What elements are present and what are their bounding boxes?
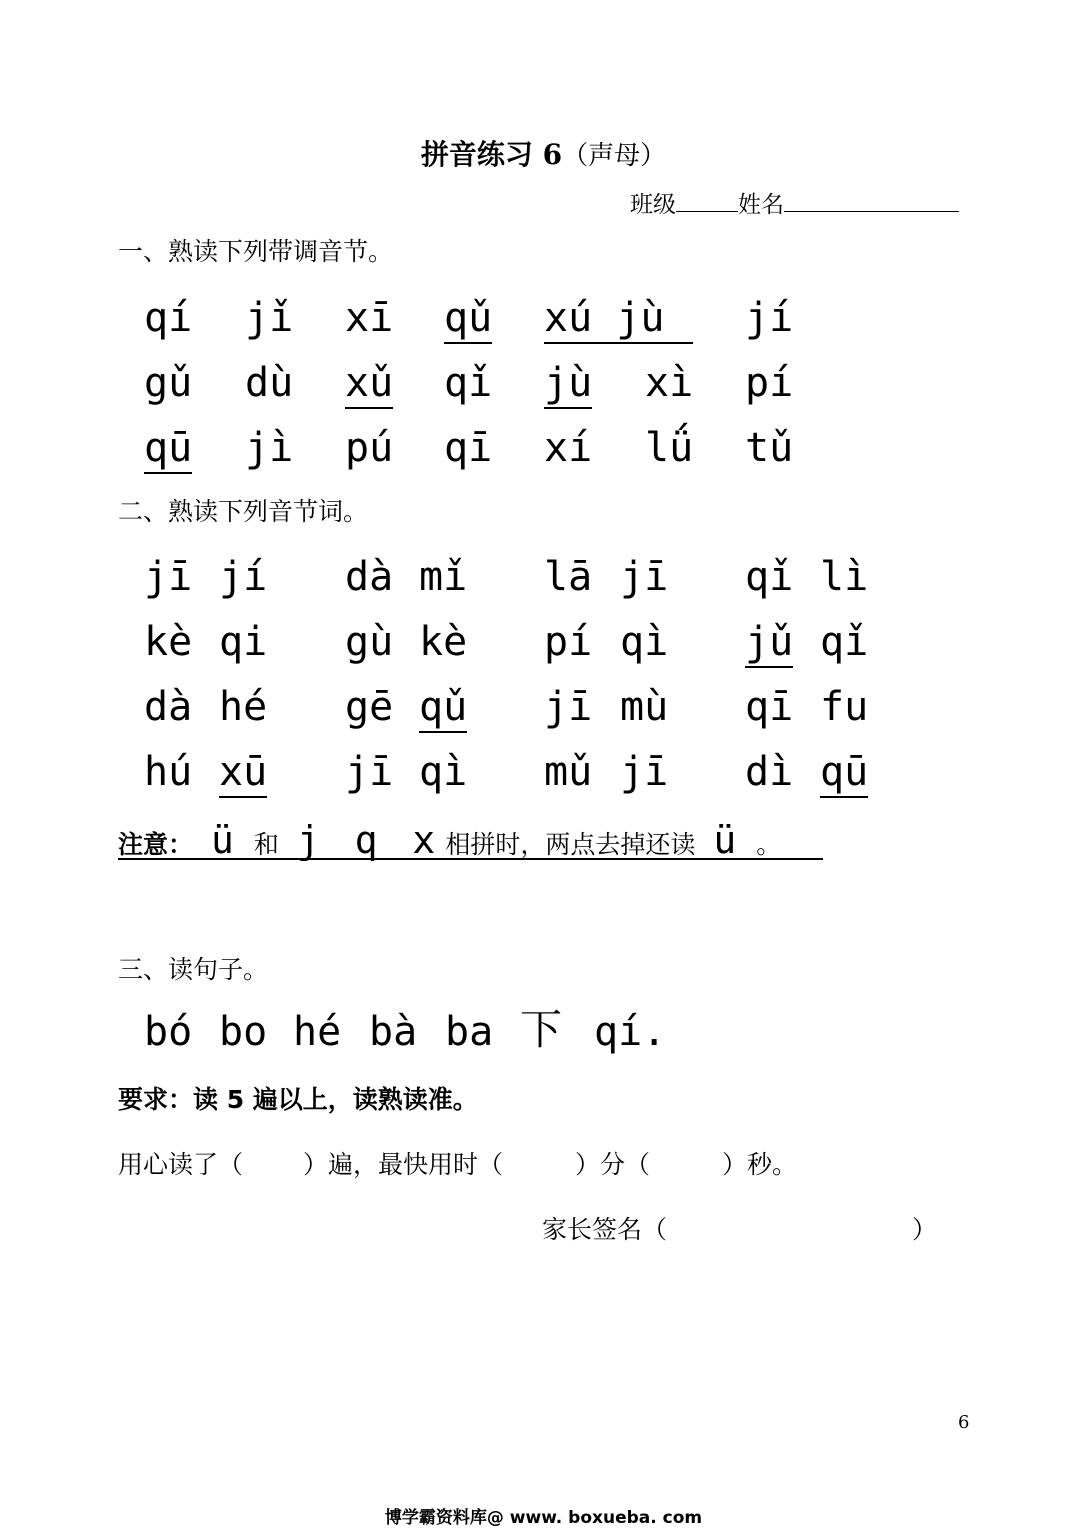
syllable: jǐ xyxy=(245,295,294,341)
syllable: xī xyxy=(345,295,394,341)
class-name-line xyxy=(630,186,959,219)
syllable: pí xyxy=(745,360,794,406)
parent-sign-label: 家长签名（ xyxy=(542,1215,668,1244)
parent-signature xyxy=(542,1210,937,1246)
word-syllable: pí xyxy=(544,619,593,665)
title-sub: （声母） xyxy=(562,141,667,171)
word-syllable: jī xyxy=(620,749,669,795)
word-syllable: mǔ xyxy=(544,749,593,795)
syllable: xí xyxy=(544,425,593,471)
sentence-word: hé xyxy=(293,1009,342,1055)
word-syllable: qǐ xyxy=(820,619,869,665)
title-main: 拼音练习 6 xyxy=(420,138,563,171)
syllable: xì xyxy=(645,360,694,406)
word-syllable: dà xyxy=(144,684,193,730)
word-syllable: mù xyxy=(620,684,669,730)
word-syllable: jī xyxy=(544,684,593,730)
word-syllable: lā xyxy=(544,554,593,600)
page-title xyxy=(0,133,1087,173)
note-end: 。 xyxy=(756,830,782,859)
word-syllable: dà xyxy=(345,554,394,600)
page-number: 6 xyxy=(958,1412,970,1433)
syllable: gǔ xyxy=(144,360,193,406)
word-syllable: qì xyxy=(620,619,669,665)
syllable: jì xyxy=(245,425,294,471)
sentence-word: bo xyxy=(219,1009,268,1055)
reading-part2: ）遍，最快用时（ xyxy=(303,1150,504,1179)
syllable-underlined: qū xyxy=(144,424,192,474)
word-syllable-underlined: qǔ xyxy=(419,683,467,733)
note-u2: ü xyxy=(713,818,737,862)
word-syllable: kè xyxy=(419,619,468,665)
syllable: jí xyxy=(745,295,794,341)
word-syllable: hé xyxy=(219,684,268,730)
note-and: 和 xyxy=(253,830,279,859)
word-syllable: qi xyxy=(219,619,268,665)
word-syllable: hú xyxy=(144,749,193,795)
word-syllable: qī xyxy=(745,684,794,730)
syllable-underlined: jù xyxy=(544,359,592,409)
reading-part1: 用心读了（ xyxy=(118,1150,244,1179)
word-syllable: dì xyxy=(745,749,794,795)
note-label: 注意： xyxy=(118,830,194,859)
syllable: lǘ xyxy=(645,425,694,471)
syllable: dù xyxy=(245,360,294,406)
word-syllable: gù xyxy=(345,619,394,665)
footer-watermark: 博学霸资料库@ www. boxueba. com xyxy=(384,1508,703,1528)
section2-heading: 二、熟读下列音节词。 xyxy=(118,497,369,526)
word-syllable: fu xyxy=(820,684,869,730)
syllable: tǔ xyxy=(745,425,794,471)
requirement: 要求：读 5 遍以上，读熟读准。 xyxy=(118,1085,478,1114)
syllable: qǐ xyxy=(444,360,493,406)
reading-part3: ）分（ xyxy=(575,1150,651,1179)
word-syllable: qì xyxy=(419,749,468,795)
name-blank[interactable] xyxy=(784,189,959,212)
sentence-word: bó xyxy=(144,1009,193,1055)
word-syllable: jí xyxy=(219,554,268,600)
note-letters: j q x xyxy=(296,818,442,862)
syllable: pú xyxy=(345,425,394,471)
sentence-word: bà xyxy=(369,1009,418,1055)
syllable: qī xyxy=(444,425,493,471)
word-syllable: mǐ xyxy=(419,554,468,600)
sentence-word: qí. xyxy=(594,1009,667,1055)
note-line xyxy=(118,818,823,860)
syllable-underlined: xú jù xyxy=(544,294,693,344)
section1-heading: 一、熟读下列带调音节。 xyxy=(118,237,394,266)
reading-part4: ）秒。 xyxy=(722,1150,798,1179)
word-syllable: qǐ xyxy=(745,554,794,600)
class-label: 班级 xyxy=(630,192,676,218)
word-syllable: gē xyxy=(345,684,394,730)
word-syllable: jī xyxy=(620,554,669,600)
note-text: 相拼时，两点去掉还读 xyxy=(445,830,696,859)
name-label: 姓名 xyxy=(738,192,784,218)
sentence-word: 下 xyxy=(520,1005,563,1054)
word-syllable-underlined: xū xyxy=(219,748,267,798)
note-u: ü xyxy=(211,818,234,862)
word-syllable-underlined: jǔ xyxy=(745,618,793,668)
syllable: qí xyxy=(144,295,193,341)
word-syllable-underlined: qū xyxy=(820,748,868,798)
reading-line xyxy=(118,1145,797,1181)
section3-heading: 三、读句子。 xyxy=(118,955,269,984)
syllable-underlined: xǔ xyxy=(345,359,393,409)
word-syllable: lì xyxy=(820,554,869,600)
word-syllable: jī xyxy=(144,554,193,600)
syllable-underlined: qǔ xyxy=(444,294,492,344)
parent-sign-close: ） xyxy=(912,1215,938,1244)
class-blank[interactable] xyxy=(676,189,738,212)
word-syllable: kè xyxy=(144,619,193,665)
sentence-word: ba xyxy=(445,1009,494,1055)
word-syllable: jī xyxy=(345,749,394,795)
